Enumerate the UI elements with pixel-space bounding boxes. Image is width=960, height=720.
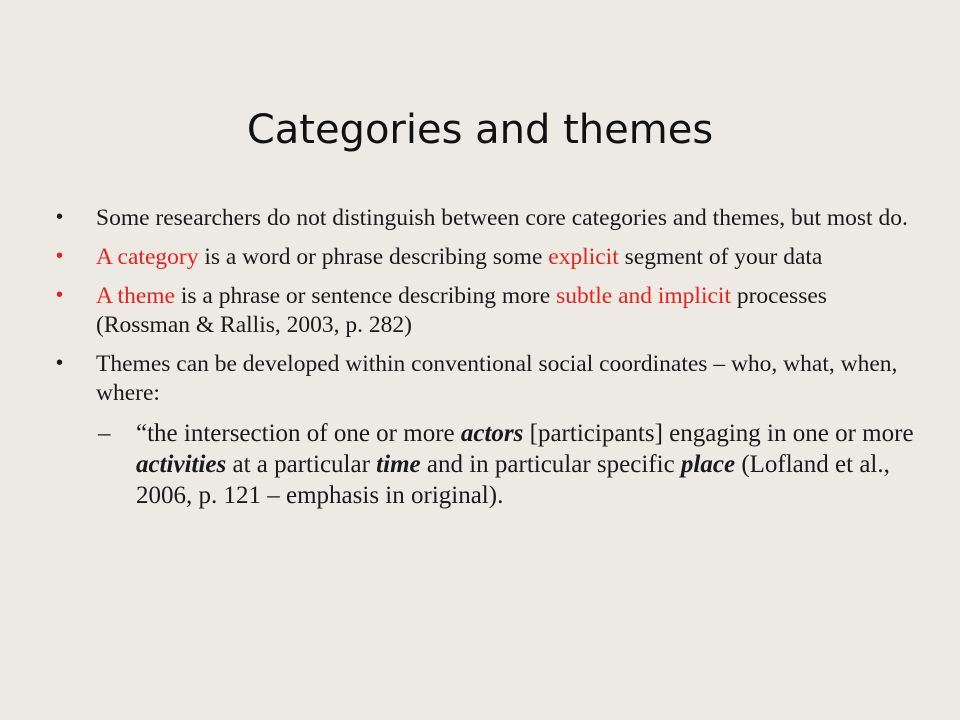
bullet-icon: • <box>56 245 64 267</box>
highlight-term: A category <box>96 244 199 270</box>
slide-body <box>56 204 916 511</box>
bullet-text: Themes can be developed within conventional social coordinates – who, what, when, where: <box>96 351 898 406</box>
bullet-icon: • <box>56 206 64 228</box>
highlight-term: A theme <box>96 283 175 309</box>
highlight-term: subtle and implicit <box>556 283 731 309</box>
emphasis-word: time <box>376 451 421 478</box>
quote-text: “the intersection of one or more <box>136 420 461 447</box>
quote-text: at a particular <box>226 451 377 478</box>
quote-text: [participants] engaging in one or more <box>523 420 914 447</box>
bullet-text: is a phrase or sentence describing more <box>174 283 557 309</box>
dash-icon: – <box>98 420 111 447</box>
bullet-text: is a word or phrase describing some <box>198 244 549 270</box>
slide-title: Categories and themes <box>246 107 714 153</box>
emphasis-word: actors <box>460 420 524 447</box>
quote-text: (Lofland et al., 2006, p. 121 – emphasis in original). <box>136 451 890 509</box>
sub-bullet-item <box>56 418 916 511</box>
emphasis-word: activities <box>136 451 227 478</box>
highlight-term: explicit <box>548 244 619 270</box>
bullet-text: Some researchers do not distinguish between core categories and themes, but most do. <box>96 205 908 231</box>
quote-text: and in particular specific <box>420 451 681 478</box>
bullet-item-3 <box>56 282 916 340</box>
bullet-icon: • <box>56 352 64 374</box>
emphasis-word: place <box>680 451 736 478</box>
bullet-item-2 <box>56 243 916 272</box>
bullet-text: segment of your data <box>618 244 823 270</box>
bullet-icon: • <box>56 284 64 306</box>
bullet-item-1 <box>56 204 916 233</box>
bullet-item-4 <box>56 350 916 408</box>
bullet-text: processes (Rossman & Rallis, 2003, p. 282) <box>96 283 827 338</box>
